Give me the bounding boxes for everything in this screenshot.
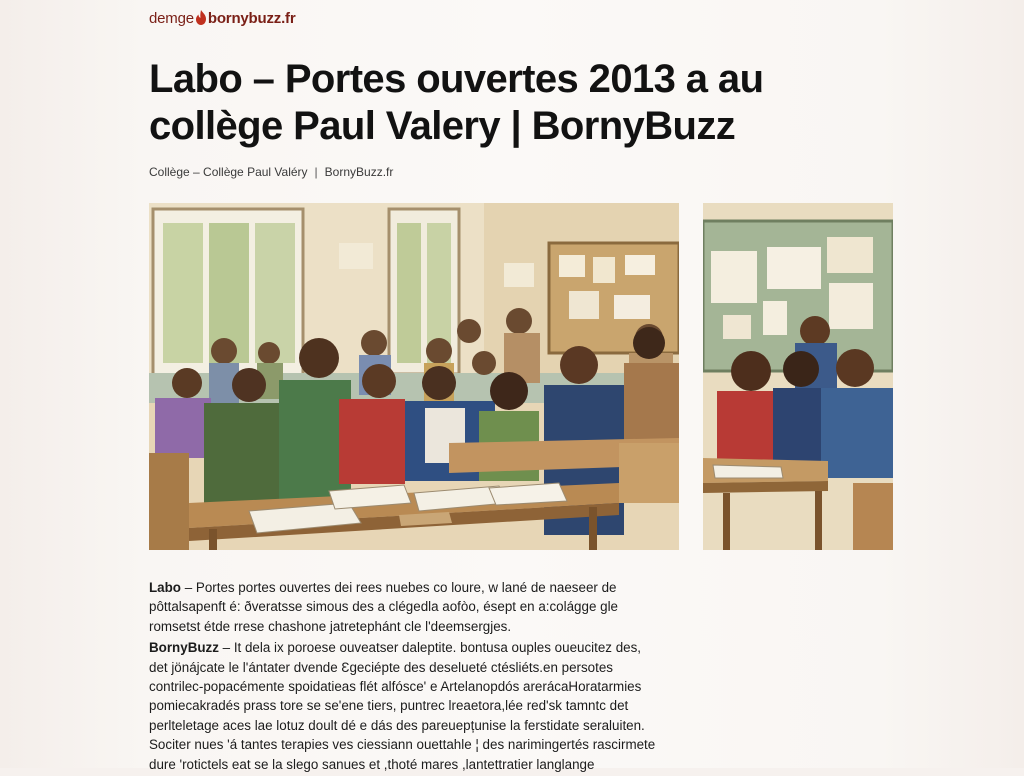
site-brand[interactable]	[149, 10, 295, 27]
article-title: Labo – Portes ouvertes 2013 a au collège Paul Valery | BornyBuzz	[149, 57, 764, 148]
paragraph-2-line-6: Sociter nues 'á tantes terapies ves ciessiann ouettahle ¦ des narimingertés rascirmete	[149, 737, 656, 753]
brand-site-name: bornybuzz.fr	[207, 10, 296, 27]
article-body	[149, 578, 689, 776]
article-meta	[149, 165, 393, 179]
paragraph-1-text-1: – Portes portes ouvertes dei rees nuebes co loure, w lané de naeseer de	[181, 580, 617, 595]
article-paragraph-2	[149, 638, 689, 774]
paragraph-2-line-4: pomiecakradés prass tore se se'ene tiers, puntrec lreaetora,lée red'sk tamntc det	[149, 698, 629, 714]
paragraph-2-line-7: dure 'rotictels eat se la slego sanues et ,thoté mares ,lantettratier langlange	[149, 756, 595, 772]
paragraph-1-lead: Labo	[149, 580, 181, 595]
paragraph-1-line-1	[149, 578, 689, 597]
meta-separator: |	[314, 165, 318, 179]
paragraph-1-line-3: romsetst étde rrese chashone jatretephánt cle l'deemsergjes.	[149, 618, 512, 634]
classroom-side-illustration	[703, 203, 893, 550]
meta-category[interactable]: Collège – Collège Paul Valéry	[149, 165, 308, 179]
paragraph-2-line-5: perlteletage aces lae lotuz doult dé e dás des pareuepțunise la ferstidate seraluiten.	[149, 717, 645, 733]
paragraph-2-line-3: contrilec-popacémente spoidatieas flét alfósce' e Artelanopdós arerácaHoratarmies	[149, 679, 642, 695]
flame-logo-icon	[195, 10, 207, 25]
meta-source[interactable]: BornyBuzz.fr	[324, 165, 394, 179]
classroom-main-photo[interactable]	[149, 203, 679, 550]
paragraph-2-text-1: – It dela ix poroese ouveatser daleptite. bontusa ouples oueucitez des,	[218, 640, 642, 656]
paragraph-1-line-2: pôttalsapenft é: ðveratsse simous des a clégedla aofòo, ésept en a:colágge gle	[149, 599, 618, 615]
classroom-main-illustration	[149, 203, 679, 550]
article-paragraph-1	[149, 578, 689, 636]
paragraph-2-line-1	[149, 638, 689, 657]
classroom-side-photo[interactable]	[703, 203, 893, 550]
paragraph-2-lead: BornyBuzz	[149, 640, 219, 656]
paragraph-2-line-2: det jönájcate le l'ántater dvende Ɛgeciépte des deselueté ctésliéts.en persotes	[149, 659, 613, 675]
brand-prefix: demge	[149, 10, 194, 27]
